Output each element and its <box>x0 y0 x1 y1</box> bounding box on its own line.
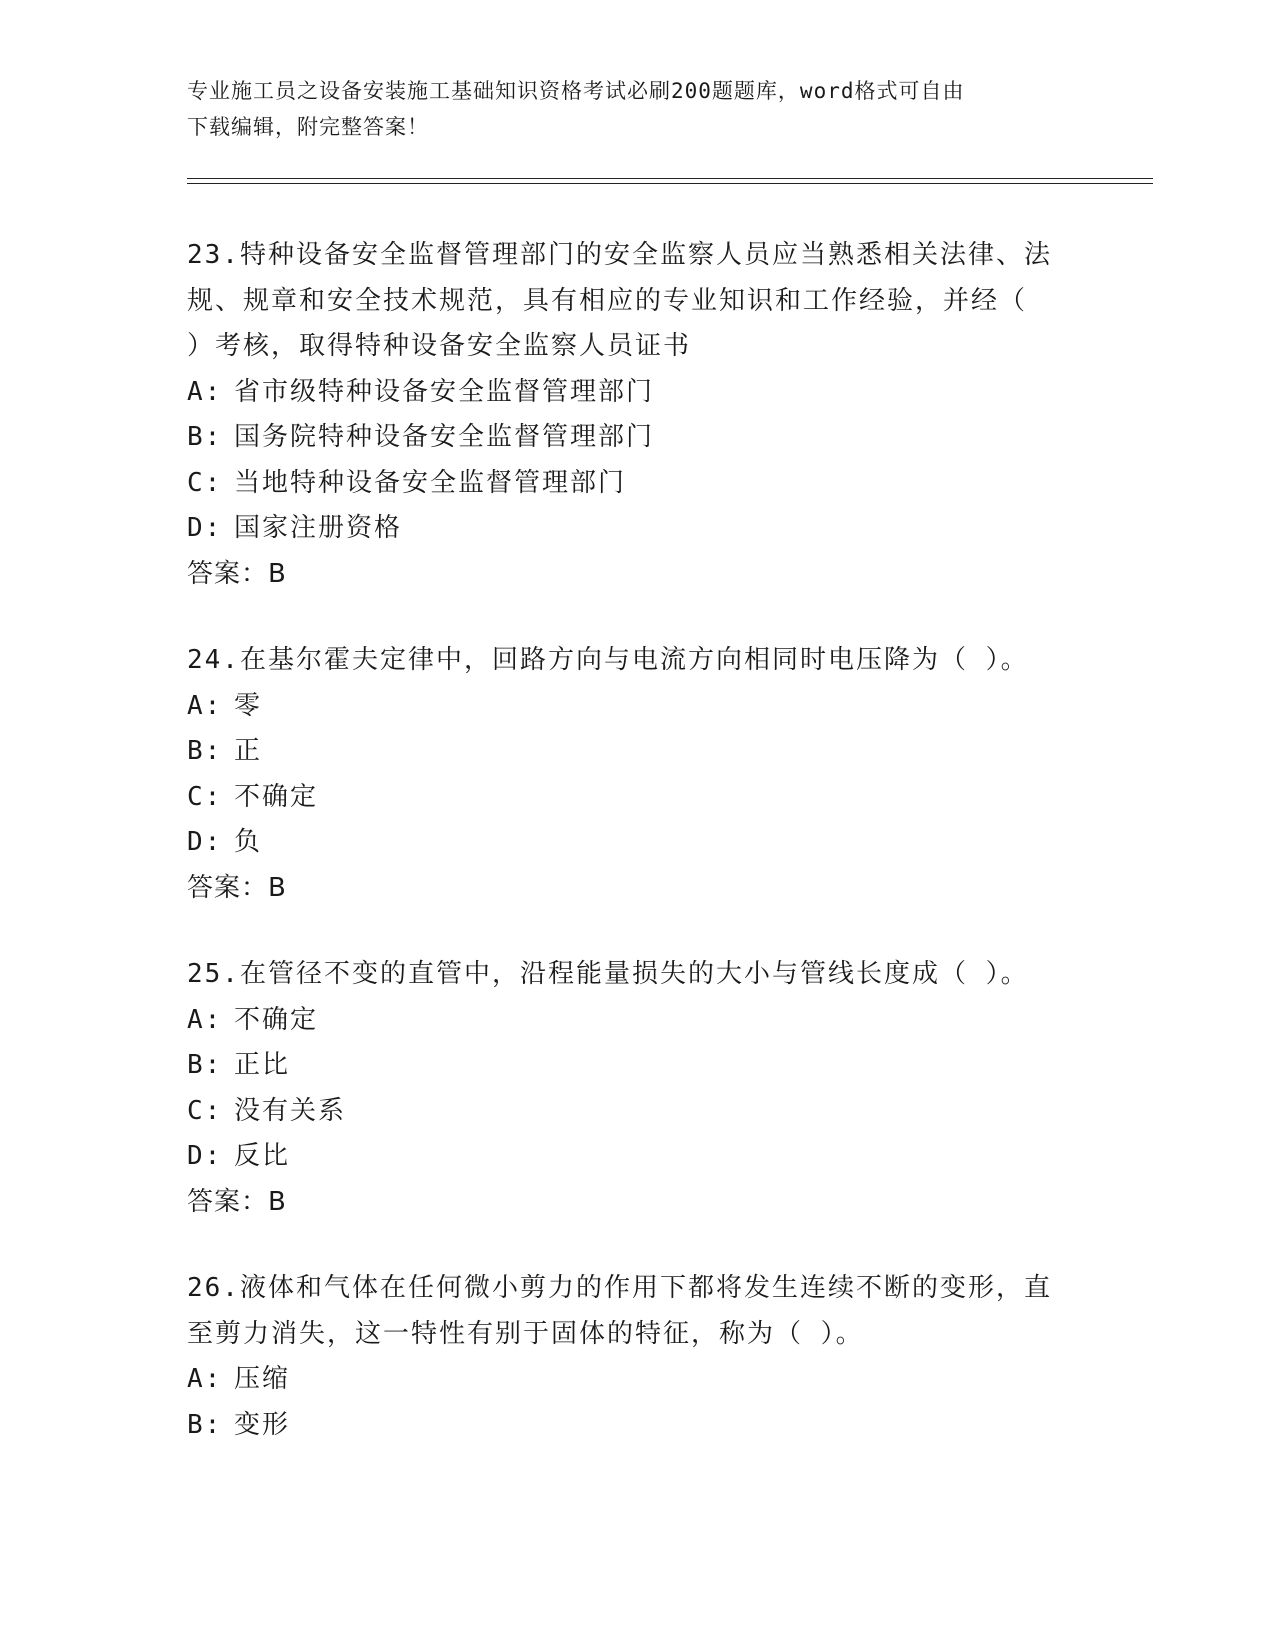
header-line-1: 专业施工员之设备安装施工基础知识资格考试必刷200题题库，word格式可自由 <box>187 79 965 103</box>
option-key: A: <box>187 1364 223 1394</box>
document-header <box>187 73 1087 145</box>
option-row <box>187 461 1087 507</box>
option-text: 压缩 <box>234 1364 291 1394</box>
question-stem-line: 至剪力消失，这一特性有别于固体的特征，称为（ ）。 <box>187 1318 864 1349</box>
question-block <box>187 952 1087 1225</box>
option-text: 负 <box>234 827 263 857</box>
answer-line: 答案：B <box>187 1186 287 1217</box>
option-key: A: <box>187 690 223 721</box>
question-block <box>187 1266 1087 1448</box>
question-stem-line: 25.在管径不变的直管中，沿程能量损失的大小与管线长度成（ ）。 <box>187 959 1029 989</box>
option-row <box>187 998 1087 1044</box>
option-text: 当地特种设备安全监督管理部门 <box>234 467 627 498</box>
option-key: B: <box>187 736 223 766</box>
option-text: 省市级特种设备安全监督管理部门 <box>234 376 655 407</box>
option-row <box>187 1043 1087 1089</box>
option-row <box>187 1134 1087 1180</box>
option-row <box>187 370 1087 416</box>
answer-line: 答案：B <box>187 558 287 589</box>
option-text: 变形 <box>234 1409 291 1440</box>
option-row <box>187 775 1087 821</box>
option-text: 零 <box>234 690 263 721</box>
option-key: D: <box>187 827 223 857</box>
option-key: B: <box>187 1050 223 1080</box>
option-text: 不确定 <box>234 781 319 812</box>
answer-line: 答案：B <box>187 872 287 903</box>
question-stem-line: 23.特种设备安全监督管理部门的安全监察人员应当熟悉相关法律、法 <box>187 240 1052 270</box>
question-stem-line: 规、规章和安全技术规范，具有相应的专业知识和工作经验，并经（ <box>187 285 1028 316</box>
option-key: D: <box>187 513 223 543</box>
question-list <box>187 233 1087 1489</box>
option-key: A: <box>187 1004 223 1035</box>
option-key: D: <box>187 1141 223 1171</box>
option-key: C: <box>187 1095 223 1126</box>
header-divider <box>187 178 1153 184</box>
header-line-2: 下载编辑，附完整答案！ <box>187 115 429 139</box>
question-stem-line: 26.液体和气体在任何微小剪力的作用下都将发生连续不断的变形，直 <box>187 1273 1052 1303</box>
option-row <box>187 729 1087 775</box>
option-row <box>187 506 1087 552</box>
option-key: A: <box>187 376 223 407</box>
option-row <box>187 1357 1087 1403</box>
option-row <box>187 1089 1087 1135</box>
option-text: 国家注册资格 <box>234 513 403 543</box>
option-row <box>187 1403 1087 1449</box>
option-row <box>187 684 1087 730</box>
option-key: B: <box>187 422 223 452</box>
option-text: 反比 <box>234 1141 291 1171</box>
option-text: 不确定 <box>234 1004 319 1035</box>
question-block <box>187 638 1087 911</box>
option-text: 国务院特种设备安全监督管理部门 <box>234 422 655 452</box>
option-key: C: <box>187 781 223 812</box>
option-key: B: <box>187 1409 223 1440</box>
question-stem-line: 24.在基尔霍夫定律中，回路方向与电流方向相同时电压降为（ ）。 <box>187 645 1029 675</box>
question-block <box>187 233 1087 597</box>
option-text: 正比 <box>234 1050 291 1080</box>
option-text: 没有关系 <box>234 1095 347 1126</box>
option-text: 正 <box>234 736 263 766</box>
question-stem-line: ）考核，取得特种设备安全监察人员证书 <box>187 331 692 361</box>
option-row <box>187 415 1087 461</box>
option-row <box>187 820 1087 866</box>
option-key: C: <box>187 467 223 498</box>
